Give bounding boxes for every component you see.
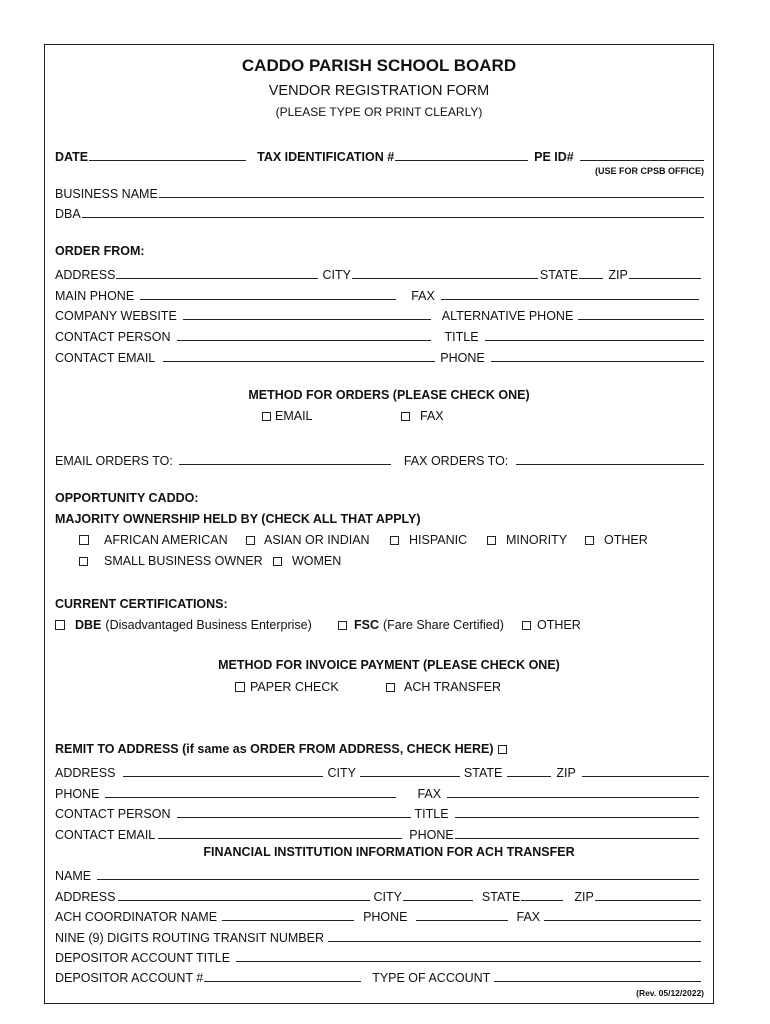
dba-field[interactable] [82,216,704,218]
paper-check-label: PAPER CHECK [250,680,339,694]
business-name-label: BUSINESS NAME [55,187,158,201]
account-type-field[interactable] [494,980,701,982]
fin-phone-label: PHONE [363,910,408,924]
row-fin-address [55,886,705,904]
alt-phone-field[interactable] [578,318,704,320]
fax-option-label: FAX [420,409,444,423]
small-business-checkbox[interactable] [79,557,88,566]
remit-state-field[interactable] [507,775,551,777]
option-email[interactable] [262,409,313,423]
other-cert-label: OTHER [537,618,581,632]
option-other-ownership[interactable] [585,533,648,547]
fin-phone-field[interactable] [416,919,508,921]
remit-title-field[interactable] [455,816,699,818]
order-city-field[interactable] [352,277,538,279]
order-fax-label: FAX [411,289,435,303]
method-orders-heading: METHOD FOR ORDERS (PLEASE CHECK ONE) [248,388,530,402]
option-fsc[interactable] [338,618,504,632]
african-american-checkbox[interactable] [79,535,89,545]
order-phone-label: PHONE [440,351,485,365]
order-title-field[interactable] [485,339,704,341]
opportunity-heading: OPPORTUNITY CADDO: [55,491,199,505]
option-minority[interactable] [487,533,567,547]
office-use-note: (USE FOR CPSB OFFICE) [594,166,704,176]
certifications-heading: CURRENT CERTIFICATIONS: [55,597,228,611]
order-title-label: TITLE [444,330,479,344]
women-label: WOMEN [292,554,342,568]
dbe-label: DBE [75,618,102,632]
women-checkbox[interactable] [273,557,282,566]
order-fax-field[interactable] [441,298,699,300]
revision-date: (Rev. 05/12/2022) [636,988,704,998]
remit-fax-label: FAX [417,787,442,801]
ach-coordinator-label: ACH COORDINATOR NAME [55,910,218,924]
remit-phone2-label: PHONE [409,828,454,842]
remit-contact-label: CONTACT PERSON [55,807,171,821]
fsc-description: (Fare Share Certified) [383,618,504,632]
row-ach-coordinator [55,906,705,924]
fin-state-field[interactable] [521,899,563,901]
option-fax[interactable] [401,409,444,423]
hispanic-label: HISPANIC [409,533,468,547]
row-remit-contact [55,803,705,821]
ownership-heading: MAJORITY OWNERSHIP HELD BY (CHECK ALL THAT APPLY) [55,512,421,526]
other-cert-checkbox[interactable] [522,621,531,630]
remit-email-label: CONTACT EMAIL [55,828,156,842]
other-ownership-checkbox[interactable] [585,536,594,545]
remit-zip-label: ZIP [556,766,576,780]
small-business-label: SMALL BUSINESS OWNER [104,554,263,568]
minority-checkbox[interactable] [487,536,496,545]
email-checkbox[interactable] [262,412,271,421]
fin-address-label: ADDRESS [55,890,116,904]
form-title: VENDOR REGISTRATION FORM [268,83,490,99]
fax-checkbox[interactable] [401,412,410,421]
row-account-title [55,947,705,965]
row-routing [55,927,705,945]
routing-field[interactable] [328,940,701,942]
order-state-label: STATE [539,268,579,282]
row-dba [55,203,705,221]
fin-name-label: NAME [55,869,92,883]
fin-city-field[interactable] [403,899,473,901]
row-fin-name [55,865,705,883]
row-website [55,305,705,323]
ach-transfer-label: ACH TRANSFER [404,680,502,694]
remit-heading-row [55,742,511,756]
other-ownership-label: OTHER [604,533,648,547]
row-main-phone [55,285,705,303]
option-dbe[interactable] [55,618,312,632]
row-remit-address [55,762,705,780]
fin-state-label: STATE [481,890,521,904]
row-orders-to [55,450,705,468]
website-label: COMPANY WEBSITE [55,309,177,323]
account-title-label: DEPOSITOR ACCOUNT TITLE [55,951,231,965]
method-invoice-heading: METHOD FOR INVOICE PAYMENT (PLEASE CHECK ONE) [218,658,560,672]
tax-id-field[interactable] [395,159,528,161]
option-other-cert[interactable] [522,618,581,632]
main-phone-field[interactable] [140,298,396,300]
fsc-checkbox[interactable] [338,621,347,630]
option-hispanic[interactable] [390,533,467,547]
row-remit-phone [55,783,705,801]
option-paper-check[interactable] [235,680,339,694]
asian-indian-checkbox[interactable] [246,536,255,545]
row-remit-email [55,824,705,842]
order-address-field[interactable] [116,277,318,279]
fin-address-field[interactable] [118,899,370,901]
remit-contact-field[interactable] [177,816,411,818]
dbe-checkbox[interactable] [55,620,65,630]
remit-title-label: TITLE [414,807,449,821]
routing-label: NINE (9) DIGITS ROUTING TRANSIT NUMBER [55,931,325,945]
business-name-field[interactable] [159,196,704,198]
date-label: DATE [55,150,89,164]
order-from-heading: ORDER FROM: [55,244,145,258]
asian-indian-label: ASIAN OR INDIAN [264,533,370,547]
instruction-text: (PLEASE TYPE OR PRINT CLEARLY) [275,105,483,119]
order-address-label: ADDRESS [55,268,116,282]
dba-label: DBA [55,207,81,221]
fsc-label: FSC [354,618,379,632]
remit-phone-field[interactable] [105,796,396,798]
account-type-label: TYPE OF ACCOUNT [372,971,491,985]
ach-transfer-checkbox[interactable] [386,683,395,692]
option-african-american[interactable] [79,533,228,547]
remit-phone-label: PHONE [55,787,100,801]
fin-zip-field[interactable] [595,899,701,901]
remit-heading: REMIT TO ADDRESS (if same as ORDER FROM ADDRESS, CHECK HERE) [55,742,494,756]
order-zip-label: ZIP [608,268,628,282]
email-orders-to-field[interactable] [179,463,391,465]
main-phone-label: MAIN PHONE [55,289,135,303]
option-women[interactable] [273,554,341,568]
remit-address-field[interactable] [123,775,323,777]
row-order-address [55,264,705,282]
fin-fax-field[interactable] [544,919,701,921]
fin-fax-label: FAX [516,910,541,924]
paper-check-checkbox[interactable] [235,682,245,692]
email-orders-to-label: EMAIL ORDERS TO: [55,454,173,468]
order-zip-field[interactable] [629,277,701,279]
order-city-label: CITY [322,268,351,282]
pe-id-field[interactable] [580,159,704,161]
remit-city-label: CITY [327,766,356,780]
order-state-field[interactable] [579,277,603,279]
order-phone-field[interactable] [491,360,704,362]
fin-name-field[interactable] [97,878,699,880]
remit-same-checkbox[interactable] [498,745,507,754]
date-field[interactable] [89,159,246,161]
remit-city-field[interactable] [360,775,460,777]
row-contact-person [55,326,705,344]
remit-email-field[interactable] [158,837,402,839]
option-asian-indian[interactable] [246,533,370,547]
tax-id-label: TAX IDENTIFICATION # [257,150,395,164]
org-title: CADDO PARISH SCHOOL BOARD [241,56,517,75]
remit-phone2-field[interactable] [455,837,699,839]
african-american-label: AFRICAN AMERICAN [104,533,228,547]
pe-id-label: PE ID# [534,150,574,164]
ach-coordinator-field[interactable] [222,919,354,921]
contact-email-field[interactable] [163,360,435,362]
dbe-description: (Disadvantaged Business Enterprise) [105,618,312,632]
option-ach-transfer[interactable] [386,680,501,694]
account-title-field[interactable] [236,960,701,962]
row-contact-email [55,347,705,365]
financial-heading: FINANCIAL INSTITUTION INFORMATION FOR ACH TRANSFER [203,845,575,859]
contact-person-label: CONTACT PERSON [55,330,171,344]
remit-zip-field[interactable] [582,775,709,777]
minority-label: MINORITY [506,533,568,547]
fin-zip-label: ZIP [574,890,594,904]
website-field[interactable] [183,318,431,320]
row-business-name [55,183,705,201]
alt-phone-label: ALTERNATIVE PHONE [441,309,574,323]
contact-person-field[interactable] [177,339,431,341]
remit-fax-field[interactable] [447,796,699,798]
contact-email-label: CONTACT EMAIL [55,351,156,365]
fax-orders-to-label: FAX ORDERS TO: [403,454,509,468]
remit-state-label: STATE [463,766,503,780]
fax-orders-to-field[interactable] [516,463,704,465]
row-account-number [55,967,705,985]
hispanic-checkbox[interactable] [390,536,399,545]
row-date-tax [55,146,705,164]
account-number-label: DEPOSITOR ACCOUNT # [55,971,204,985]
email-option-label: EMAIL [275,409,313,423]
remit-address-label: ADDRESS [55,766,116,780]
account-number-field[interactable] [204,980,361,982]
option-small-business[interactable] [79,554,263,568]
fin-city-label: CITY [373,890,402,904]
